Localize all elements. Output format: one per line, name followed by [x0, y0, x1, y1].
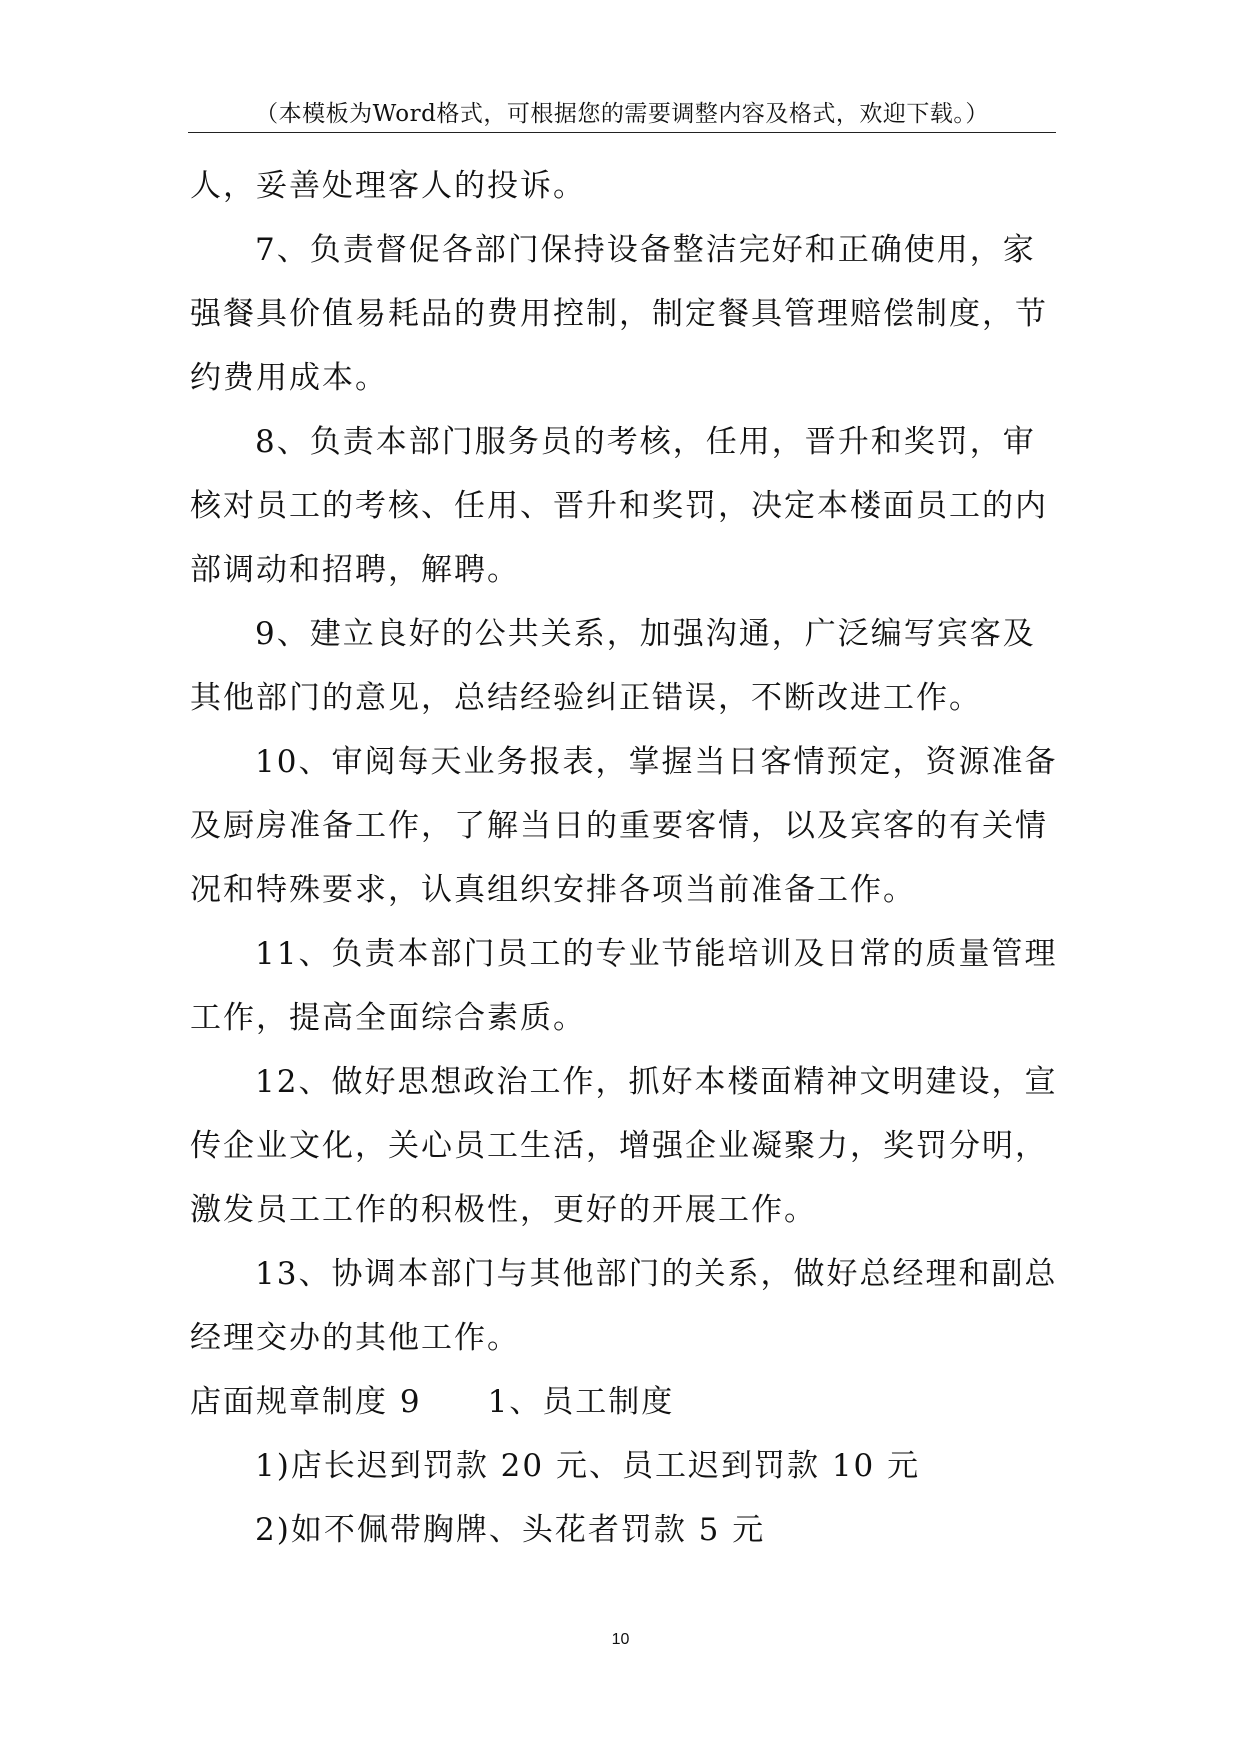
body-line-17: 激发员工工作的积极性，更好的开展工作。 — [190, 1192, 817, 1228]
page-number: 10 — [611, 1631, 630, 1648]
body-line-9: 其他部门的意见，总结经验纠正错误，不断改进工作。 — [190, 680, 982, 716]
body-line-5: 8、负责本部门服务员的考核，任用，晋升和奖罚，审 — [255, 424, 1036, 460]
body-line-19: 经理交办的其他工作。 — [190, 1320, 520, 1356]
body-line-16: 传企业文化，关心员工生活，增强企业凝聚力，奖罚分明， — [190, 1128, 1048, 1164]
body-line-14: 工作，提高全面综合素质。 — [190, 1000, 586, 1036]
body-line-2: 7、负责督促各部门保持设备整洁完好和正确使用，家 — [255, 232, 1036, 268]
body-line-4: 约费用成本。 — [190, 360, 388, 396]
body-line-13: 11、负责本部门员工的专业节能培训及日常的质量管理 — [255, 936, 1058, 972]
body-line-6: 核对员工的考核、任用、晋升和奖罚，决定本楼面员工的内 — [190, 488, 1048, 524]
body-line-15: 12、做好思想政治工作，抓好本楼面精神文明建设，宣 — [255, 1064, 1058, 1100]
body-line-21: 1)店长迟到罚款 20 元、员工迟到罚款 10 元 — [255, 1448, 921, 1484]
body-line-11: 及厨房准备工作，了解当日的重要客情，以及宾客的有关情 — [190, 808, 1048, 844]
body-line-3: 强餐具价值易耗品的费用控制，制定餐具管理赔偿制度，节 — [190, 296, 1048, 332]
header-rule — [188, 132, 1056, 133]
header-note: （本模板为Word格式，可根据您的需要调整内容及格式，欢迎下载。） — [255, 101, 989, 127]
body-line-12: 况和特殊要求，认真组织安排各项当前准备工作。 — [190, 872, 916, 908]
body-line-10: 10、审阅每天业务报表，掌握当日客情预定，资源准备 — [255, 744, 1058, 780]
section-heading: 店面规章制度 9 1、员工制度 — [190, 1384, 675, 1420]
body-line-1: 人，妥善处理客人的投诉。 — [190, 168, 586, 204]
body-line-7: 部调动和招聘，解聘。 — [190, 552, 520, 588]
body-line-8: 9、建立良好的公共关系，加强沟通，广泛编写宾客及 — [255, 616, 1036, 652]
body-line-18: 13、协调本部门与其他部门的关系，做好总经理和副总 — [255, 1256, 1058, 1292]
body-line-22: 2)如不佩带胸牌、头花者罚款 5 元 — [255, 1512, 766, 1548]
